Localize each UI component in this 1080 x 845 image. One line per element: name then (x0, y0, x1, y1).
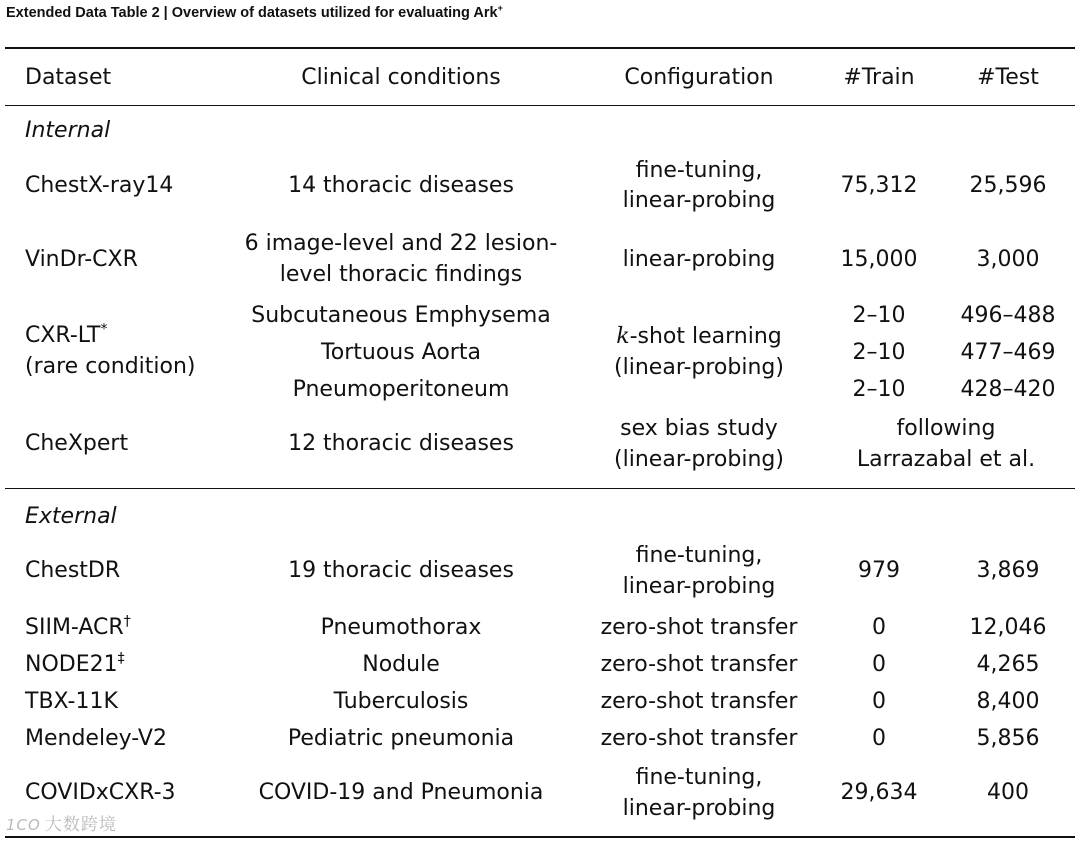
configuration: sex bias study (620, 416, 778, 441)
configuration: fine-tuning, (635, 158, 763, 183)
test-count: 400 (987, 780, 1029, 805)
section-internal: Internal (25, 118, 111, 143)
dataset-name: Mendeley-V2 (25, 726, 167, 751)
test-count: 3,000 (976, 247, 1040, 272)
configuration: (linear-probing) (614, 447, 784, 472)
configuration: zero-shot transfer (600, 726, 798, 751)
dataset-subtitle: (rare condition) (25, 354, 196, 379)
train-count: 0 (872, 652, 886, 677)
table-caption: Extended Data Table 2 | Overview of datasets utilized for evaluating Ark+ (6, 3, 503, 21)
clinical-condition: Pneumothorax (320, 615, 482, 640)
header-clinical-conditions: Clinical conditions (301, 65, 501, 90)
configuration: linear-probing (622, 247, 776, 272)
test-count: 5,856 (976, 726, 1040, 751)
watermark (6, 810, 117, 835)
test-count: 496–488 (960, 303, 1056, 328)
train-count: 2–10 (852, 377, 906, 402)
configuration: fine-tuning, (635, 765, 763, 790)
clinical-condition: Subcutaneous Emphysema (251, 303, 551, 328)
top-rule (5, 47, 1075, 49)
header-train: #Train (843, 65, 915, 90)
dataset-name: NODE21‡ (25, 650, 125, 677)
train-count: 2–10 (852, 340, 906, 365)
dataset-footnote-mark: * (100, 321, 108, 338)
count-note: Larrazabal et al. (856, 447, 1036, 472)
train-count: 29,634 (840, 780, 918, 805)
clinical-condition: Tuberculosis (333, 689, 469, 714)
count-note: following (896, 416, 996, 441)
clinical-condition: 6 image-level and 22 lesion- (244, 231, 558, 256)
dataset-name: ChestDR (25, 558, 121, 583)
clinical-condition: Pneumoperitoneum (292, 377, 510, 402)
dataset-name: CXR-LT* (25, 321, 108, 348)
test-count: 428–420 (960, 377, 1056, 402)
clinical-condition: level thoracic findings (279, 262, 523, 287)
dataset-name: COVIDxCXR-3 (25, 780, 176, 805)
configuration: (linear-probing) (614, 355, 784, 380)
train-count: 2–10 (852, 303, 906, 328)
test-count: 8,400 (976, 689, 1040, 714)
header-dataset: Dataset (25, 65, 112, 90)
configuration: zero-shot transfer (600, 615, 798, 640)
dataset-name: VinDr-CXR (25, 247, 138, 272)
train-count: 0 (872, 689, 886, 714)
configuration: linear-probing (622, 188, 776, 213)
header-configuration: Configuration (624, 65, 774, 90)
test-count: 25,596 (969, 173, 1047, 198)
test-count: 3,869 (976, 558, 1040, 583)
dataset-name: TBX-11K (25, 689, 118, 714)
train-count: 15,000 (840, 247, 918, 272)
dataset-footnote-mark: ‡ (117, 650, 125, 667)
configuration: zero-shot transfer (600, 652, 798, 677)
test-count: 477–469 (960, 340, 1056, 365)
clinical-condition: Nodule (362, 652, 440, 677)
caption-superscript: + (497, 3, 503, 13)
dataset-name: ChestX-ray14 (25, 173, 174, 198)
test-count: 12,046 (969, 615, 1047, 640)
configuration: linear-probing (622, 796, 776, 821)
train-count: 0 (872, 726, 886, 751)
configuration: k-shot learning (616, 324, 782, 349)
configuration: fine-tuning, (635, 543, 763, 568)
train-count: 979 (858, 558, 900, 583)
test-count: 4,265 (976, 652, 1040, 677)
train-count: 0 (872, 615, 886, 640)
clinical-condition: 19 thoracic diseases (288, 558, 514, 583)
clinical-condition: COVID-19 and Pneumonia (258, 780, 544, 805)
dataset-name: SIIM-ACR† (25, 613, 131, 640)
bottom-rule (5, 836, 1075, 838)
watermark-text: 大数跨境 (44, 815, 117, 835)
clinical-condition: 12 thoracic diseases (288, 431, 514, 456)
section-external: External (25, 504, 117, 529)
clinical-condition: 14 thoracic diseases (288, 173, 514, 198)
header-rule (5, 105, 1075, 106)
dataset-footnote-mark: † (123, 613, 131, 630)
header-test: #Test (977, 65, 1039, 90)
configuration: zero-shot transfer (600, 689, 798, 714)
clinical-condition: Pediatric pneumonia (287, 726, 515, 751)
train-count: 75,312 (840, 173, 918, 198)
clinical-condition: Tortuous Aorta (321, 340, 481, 365)
configuration: linear-probing (622, 574, 776, 599)
dataset-name: CheXpert (25, 431, 129, 456)
section-rule (5, 488, 1075, 489)
watermark-logo-icon: 1CO (6, 816, 41, 834)
